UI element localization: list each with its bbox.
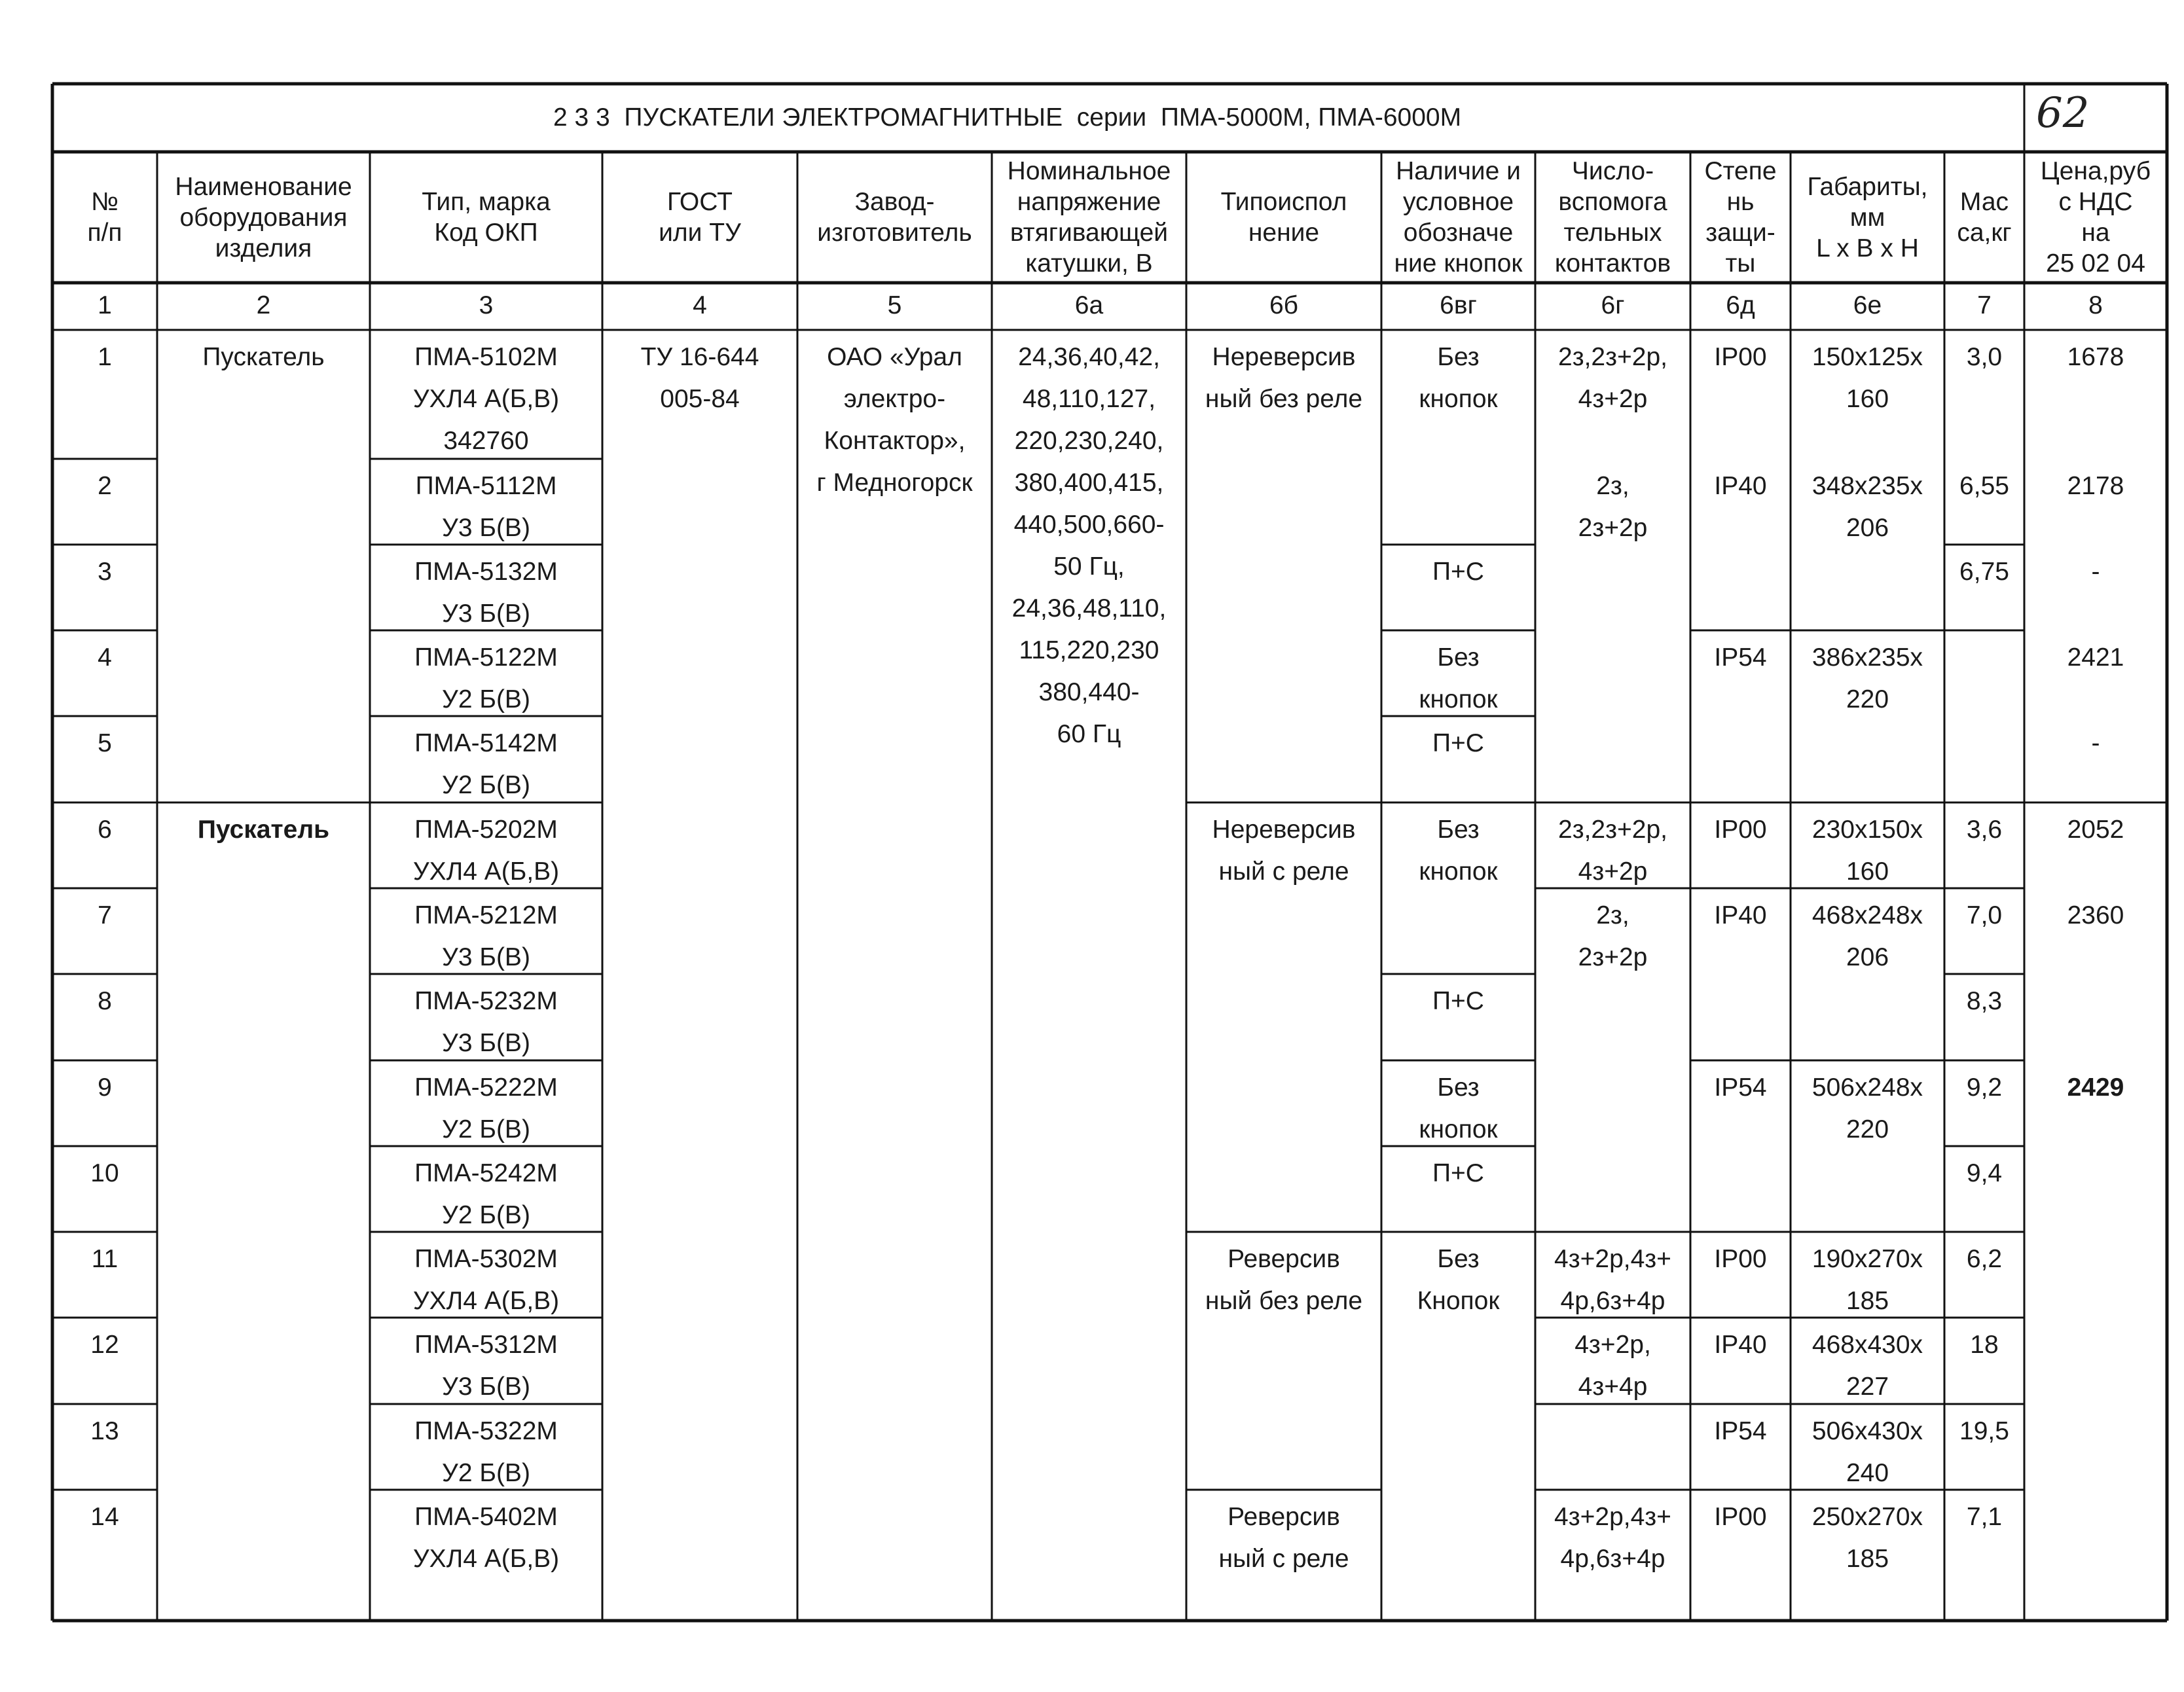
- type-code: ПМА-5242М У2 Б(В): [414, 1159, 558, 1229]
- row-number: 6: [98, 816, 112, 844]
- type-code: ПМА-5212М У3 Б(В): [414, 901, 558, 971]
- header-cell: Габариты, мм L x B x H: [1807, 172, 1928, 262]
- buttons-spec: П+С: [1432, 729, 1484, 757]
- design-type: Реверсив ный с реле: [1218, 1503, 1349, 1573]
- row-number: 5: [98, 729, 112, 757]
- aux-contacts: 2з,2з+2р, 4з+2р: [1558, 816, 1667, 886]
- mass: 3,0: [1966, 343, 2003, 371]
- column-number: 6вг: [1440, 291, 1477, 319]
- type-code: ПМА-5102М УХЛ4 А(Б,В) 342760: [412, 343, 560, 455]
- mass: 6,55: [1959, 472, 2009, 500]
- dimensions: 468х430х 227: [1811, 1331, 1923, 1401]
- header-cell: Число- вспомога тельных контактов: [1554, 157, 1671, 278]
- dimensions: 150х125х 160: [1811, 343, 1923, 413]
- price: 2360: [2067, 901, 2124, 929]
- design-type: Нереверсив ный с реле: [1212, 816, 1356, 886]
- protection-class: IP54: [1714, 643, 1767, 672]
- row-number: 3: [98, 558, 112, 586]
- dimensions: 348х235х 206: [1811, 472, 1923, 542]
- header-cell: Наличие и условное обозначе ние кнопок: [1394, 157, 1523, 278]
- column-number: 6г: [1601, 291, 1625, 319]
- price: 1678: [2067, 343, 2124, 371]
- type-code: ПМА-5302М УХЛ4 А(Б,В): [412, 1245, 560, 1315]
- header-cell: Тип, марка Код ОКП: [422, 188, 551, 247]
- header-cell: Типоиспол нение: [1220, 188, 1347, 247]
- design-type: Нереверсив ный без реле: [1205, 343, 1363, 413]
- buttons-spec: Без кнопок: [1419, 643, 1498, 713]
- column-number: 6д: [1726, 291, 1755, 319]
- dimensions: 230х150х 160: [1811, 816, 1923, 886]
- buttons-spec: П+С: [1432, 987, 1484, 1015]
- column-number: 5: [887, 291, 902, 319]
- mass: 3,6: [1966, 816, 2003, 844]
- type-code: ПМА-5322М У2 Б(В): [414, 1417, 558, 1487]
- price: 2052: [2067, 816, 2124, 844]
- protection-class: IP00: [1714, 816, 1767, 844]
- type-code: ПМА-5402М УХЛ4 А(Б,В): [412, 1503, 560, 1573]
- equipment-name: Пускатель: [197, 816, 330, 844]
- header-cell: Наименование оборудования изделия: [175, 172, 352, 262]
- row-number: 9: [98, 1073, 112, 1102]
- type-code: ПМА-5132М У3 Б(В): [414, 558, 558, 628]
- type-code: ПМА-5202М УХЛ4 А(Б,В): [412, 816, 560, 886]
- type-code: ПМА-5222М У2 Б(В): [414, 1073, 558, 1143]
- buttons-spec: П+С: [1432, 1159, 1484, 1187]
- aux-contacts: 2з, 2з+2р: [1578, 901, 1648, 971]
- row-number: 2: [98, 472, 112, 500]
- type-code: ПМА-5142М У2 Б(В): [414, 729, 558, 799]
- header-cell: № п/п: [87, 188, 122, 247]
- row-number: 1: [98, 343, 112, 371]
- column-number: 7: [1977, 291, 1992, 319]
- header-cell: Номинальное напряжение втягивающей катушки, В: [1007, 157, 1171, 278]
- row-number: 12: [90, 1331, 119, 1359]
- page-number: 62: [2036, 89, 2090, 137]
- header-cell: Мас са,кг: [1957, 188, 2012, 247]
- price: -: [2091, 729, 2100, 757]
- row-number: 10: [90, 1159, 119, 1187]
- dimensions: 190х270х 185: [1811, 1245, 1923, 1315]
- protection-class: IP40: [1714, 901, 1767, 929]
- type-code: ПМА-5232М У3 Б(В): [414, 987, 558, 1057]
- price: 2421: [2067, 643, 2124, 672]
- mass: 9,2: [1966, 1073, 2003, 1102]
- row-number: 14: [90, 1503, 119, 1531]
- protection-class: IP00: [1714, 343, 1767, 371]
- mass: 9,4: [1966, 1159, 2003, 1187]
- column-number: 4: [693, 291, 707, 319]
- header-cell: ГОСТ или ТУ: [659, 188, 741, 247]
- manufacturer: ОАО «Урал электро- Контактор», г Медногорск: [816, 343, 973, 497]
- header-cell: Цена,руб с НДС на 25 02 04: [2040, 157, 2151, 278]
- table-title: 2 3 3 ПУСКАТЕЛИ ЭЛЕКТРОМАГНИТНЫЕ серии ПМА-5000М, ПМА-6000М: [553, 103, 1462, 132]
- mass: 8,3: [1966, 987, 2003, 1015]
- price: 2429: [2067, 1073, 2124, 1102]
- protection-class: IP00: [1714, 1503, 1767, 1531]
- protection-class: IP00: [1714, 1245, 1767, 1273]
- dimensions: 386х235х 220: [1811, 643, 1923, 713]
- type-code: ПМА-5312М У3 Б(В): [414, 1331, 558, 1401]
- price: 2178: [2067, 472, 2124, 500]
- standard-spec: ТУ 16-644 005-84: [640, 343, 759, 413]
- equipment-name: Пускатель: [202, 343, 325, 371]
- column-number: 8: [2088, 291, 2103, 319]
- dimensions: 250х270х 185: [1811, 1503, 1923, 1573]
- aux-contacts: 2з, 2з+2р: [1578, 472, 1648, 542]
- protection-class: IP54: [1714, 1073, 1767, 1102]
- mass: 18: [1970, 1331, 1999, 1359]
- column-number: 3: [479, 291, 494, 319]
- coil-voltage: 24,36,40,42, 48,110,127, 220,230,240, 380,400,415, 440,500,660- 50 Гц, 24,36,48,110, 115,220,230 380,440- 60 Гц: [1011, 343, 1167, 748]
- buttons-spec: П+С: [1432, 558, 1484, 586]
- design-type: Реверсив ный без реле: [1205, 1245, 1363, 1315]
- mass: 7,1: [1966, 1503, 2003, 1531]
- mass: 19,5: [1959, 1417, 2009, 1445]
- row-number: 11: [91, 1245, 118, 1273]
- row-number: 4: [98, 643, 112, 672]
- mass: 7,0: [1966, 901, 2003, 929]
- buttons-spec: Без кнопок: [1419, 1073, 1498, 1143]
- buttons-spec: Без Кнопок: [1417, 1245, 1500, 1315]
- protection-class: IP40: [1714, 472, 1767, 500]
- mass: 6,75: [1959, 558, 2009, 586]
- buttons-spec: Без кнопок: [1419, 343, 1498, 413]
- aux-contacts: 2з,2з+2р, 4з+2р: [1558, 343, 1667, 413]
- row-number: 13: [90, 1417, 119, 1445]
- price: -: [2091, 558, 2100, 586]
- row-number: 8: [98, 987, 112, 1015]
- column-number: 6б: [1269, 291, 1299, 319]
- header-cell: Завод- изготовитель: [817, 188, 972, 247]
- dimensions: 468х248х 206: [1811, 901, 1923, 971]
- type-code: ПМА-5122М У2 Б(В): [414, 643, 558, 713]
- protection-class: IP54: [1714, 1417, 1767, 1445]
- dimensions: 506х248х 220: [1811, 1073, 1923, 1143]
- aux-contacts: 4з+2р,4з+ 4р,6з+4р: [1554, 1245, 1671, 1315]
- type-code: ПМА-5112М У3 Б(В): [415, 472, 557, 542]
- aux-contacts: 4з+2р,4з+ 4р,6з+4р: [1554, 1503, 1671, 1573]
- column-number: 1: [98, 291, 112, 319]
- row-number: 7: [98, 901, 112, 929]
- buttons-spec: Без кнопок: [1419, 816, 1498, 886]
- column-number: 6е: [1853, 291, 1882, 319]
- column-number: 6а: [1074, 291, 1104, 319]
- protection-class: IP40: [1714, 1331, 1767, 1359]
- column-number: 2: [256, 291, 271, 319]
- dimensions: 506х430х 240: [1811, 1417, 1923, 1487]
- header-cell: Степе нь защи- ты: [1704, 157, 1777, 278]
- mass: 6,2: [1966, 1245, 2003, 1273]
- aux-contacts: 4з+2р, 4з+4р: [1574, 1331, 1651, 1401]
